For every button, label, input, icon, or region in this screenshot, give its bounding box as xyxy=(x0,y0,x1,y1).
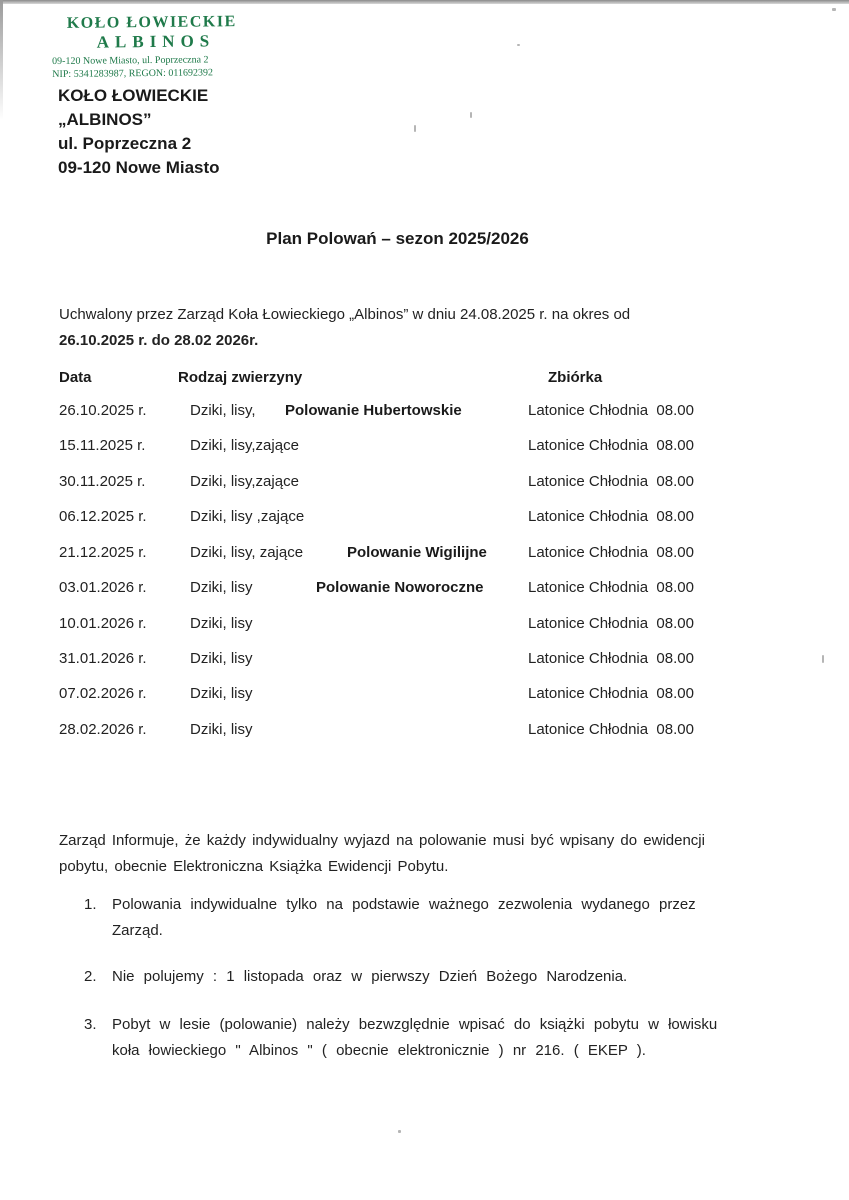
row-date: 15.11.2025 r. xyxy=(59,437,146,454)
list-item-text: Polowania indywidualne tylko na podstawie ważnego zezwolenia wydanego przez Zarząd. xyxy=(112,896,696,939)
header-date: Data xyxy=(59,369,92,386)
table-row xyxy=(0,721,849,745)
scan-top-edge xyxy=(0,0,849,4)
row-meeting-place: Latonice Chłodnia 08.00 xyxy=(528,579,694,596)
sender-club: „ALBINOS” xyxy=(58,110,152,129)
sender-name: KOŁO ŁOWIECKIE xyxy=(58,86,209,105)
row-game: Dziki, lisy, zające xyxy=(190,544,304,561)
row-game: Dziki, lisy,zające xyxy=(190,473,299,490)
header-meeting: Zbiórka xyxy=(548,369,603,386)
sender-city: 09-120 Nowe Miasto xyxy=(58,158,220,177)
row-game: Dziki, lisy xyxy=(190,650,253,667)
row-date: 30.11.2025 r. xyxy=(59,473,146,490)
row-date: 31.01.2026 r. xyxy=(59,650,147,667)
scan-speck xyxy=(414,125,416,132)
table-row xyxy=(0,685,849,709)
table-row xyxy=(0,402,849,426)
intro-paragraph xyxy=(59,302,779,354)
table-row xyxy=(0,437,849,461)
list-item-text: Nie polujemy : 1 listopada oraz w pierwszy Dzień Bożego Narodzenia. xyxy=(112,968,628,985)
row-meeting-place: Latonice Chłodnia 08.00 xyxy=(528,437,694,454)
row-date: 03.01.2026 r. xyxy=(59,579,147,596)
table-row xyxy=(0,615,849,639)
stamp-tax-ids: NIP: 5341283987, REGON: 011692392 xyxy=(52,67,214,81)
row-meeting-place: Latonice Chłodnia 08.00 xyxy=(528,721,694,738)
header-game: Rodzaj zwierzyny xyxy=(178,369,303,386)
row-meeting-place: Latonice Chłodnia 08.00 xyxy=(528,473,694,490)
table-row xyxy=(0,544,849,568)
row-game: Dziki, lisy xyxy=(190,721,253,738)
sender-address xyxy=(58,84,220,180)
row-event: Polowanie Wigilijne xyxy=(347,544,487,561)
intro-period: 26.10.2025 r. do 28.02 2026r. xyxy=(59,332,259,349)
list-item-number: 3. xyxy=(84,1016,97,1033)
row-date: 26.10.2025 r. xyxy=(59,402,147,419)
row-game: Dziki, lisy ,zające xyxy=(190,508,305,525)
row-meeting-place: Latonice Chłodnia 08.00 xyxy=(528,650,694,667)
list-item-number: 2. xyxy=(84,968,97,985)
table-row xyxy=(0,579,849,603)
row-game: Dziki, lisy, xyxy=(190,402,256,419)
row-meeting-place: Latonice Chłodnia 08.00 xyxy=(528,685,694,702)
table-row xyxy=(0,508,849,532)
row-meeting-place: Latonice Chłodnia 08.00 xyxy=(528,544,694,561)
stamp-line-2: ALBINOS xyxy=(96,31,216,52)
row-date: 10.01.2026 r. xyxy=(59,615,147,632)
document-title: Plan Polowań – sezon 2025/2026 xyxy=(266,229,529,248)
intro-text: Uchwalony przez Zarząd Koła Łowieckiego „Albinos” w dniu 24.08.2025 r. na okres od xyxy=(59,306,631,323)
scan-speck xyxy=(398,1130,401,1133)
table-row xyxy=(0,650,849,674)
row-game: Dziki, lisy xyxy=(190,579,253,596)
row-meeting-place: Latonice Chłodnia 08.00 xyxy=(528,615,694,632)
row-event: Polowanie Noworoczne xyxy=(316,579,484,596)
row-date: 06.12.2025 r. xyxy=(59,508,147,525)
list-item-text: Pobyt w lesie (polowanie) należy bezwzględnie wpisać do książki pobytu w łowisku koła łowieckiego " Albinos " ( obecnie elektronicznie ) nr 216. ( EKEP ). xyxy=(112,1016,718,1059)
table-row xyxy=(0,473,849,497)
stamp-line-1: KOŁO ŁOWIECKIE xyxy=(66,13,237,32)
row-date: 07.02.2026 r. xyxy=(59,685,147,702)
scan-speck xyxy=(470,112,472,118)
row-date: 28.02.2026 r. xyxy=(59,721,147,738)
row-event: Polowanie Hubertowskie xyxy=(285,402,462,419)
stamp-address: 09-120 Nowe Miasto, ul. Poprzeczna 2 xyxy=(52,54,209,68)
scan-speck xyxy=(832,8,836,11)
scan-left-edge xyxy=(0,0,3,120)
sender-street: ul. Poprzeczna 2 xyxy=(58,134,192,153)
list-item-number: 1. xyxy=(84,896,97,913)
row-meeting-place: Latonice Chłodnia 08.00 xyxy=(528,508,694,525)
scan-speck xyxy=(517,44,520,46)
row-game: Dziki, lisy,zające xyxy=(190,437,299,454)
notice-paragraph: Zarząd Informuje, że każdy indywidualny wyjazd na polowanie musi być wpisany do ewidencji pobytu, obecnie Elektroniczna Książka Ewidencji Pobytu. xyxy=(59,832,705,875)
row-meeting-place: Latonice Chłodnia 08.00 xyxy=(528,402,694,419)
row-date: 21.12.2025 r. xyxy=(59,544,147,561)
club-stamp xyxy=(52,13,253,81)
row-game: Dziki, lisy xyxy=(190,685,253,702)
row-game: Dziki, lisy xyxy=(190,615,253,632)
